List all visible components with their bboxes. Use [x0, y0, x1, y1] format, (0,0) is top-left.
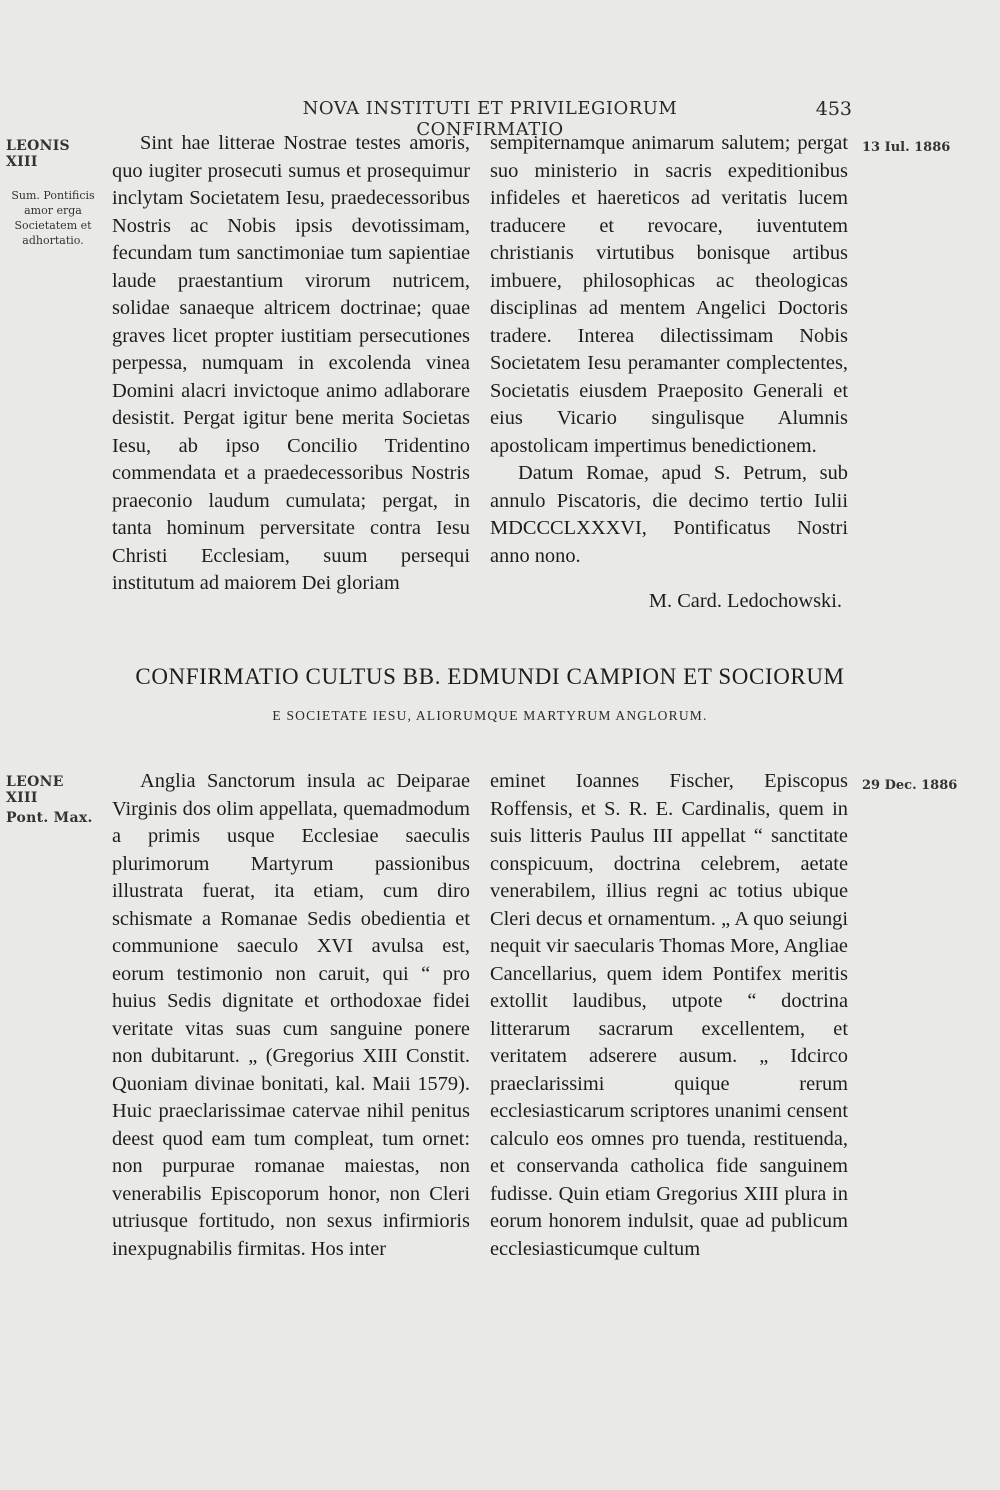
text-column-right-2: [490, 768, 848, 1263]
paragraph: sempiternamque animarum salutem; pergat suo ministerio in sacris expeditionibus infideles et haereticos ad veritatis lucem traducere et revocare, iuventutem christianis virtutibus bonisque artibus imbuere, philosophicas ac theologicas disciplinas ad mentem Angelici Doctoris tradere. Interea dilectissimam Nobis Societatem Iesu peramanter complectentes, Societatis eiusdem Praeposito Generali et eius Vicario singulisque Alumnis apostolicam impertimus benedictionem.: [490, 132, 848, 457]
paragraph: Anglia Sanctorum insula ac Deiparae Virginis dos olim appellata, quemadmodum a primis usque Ecclesiae saeculis plurimorum Martyrum passionibus illustrata fuerat, ita etiam, cum diro schismate a Romanae Sedis obedientia et communione saeculo XVI avulsa est, eorum testimonio non caruit, qui “ pro huius Sedis dignitate et orthodoxae fidei veritate vitas suas cum sanguine ponere non dubitarunt. „ (Gregorius XIII Constit. Quoniam divinae bonitati, kal. Maii 1579). Huic praeclarissimae catervae nihil penitus deest quod eam tum compleat, tum ornet: non purpurae romanae maiestas, non venerabilis Episcoporum honor, non Cleri utriusque fortitudo, non sexus infirmioris inexpugnabilis firmitas. Hos inter: [112, 770, 470, 1260]
margin-note-left-2: [6, 774, 100, 826]
margin-date-1: 13 Iul. 1886: [862, 140, 951, 155]
paragraph: eminet Ioannes Fischer, Episcopus Roffensis, et S. R. E. Cardinalis, quem in suis litteris Paulus III appellat “ sanctitate conspicuum, doctrina celebrem, aetate venerabilem, illius regni ac totius ubique Cleri decus et ornamentum. „ A quo seiungi nequit vir saecularis Thomas More, Angliae Cancellarius, quem idem Pontifex meritis extollit laudibus, utpote “ doctrina litterarum sacrarum excellentem, et veritatem adserere ausum. „ Idcirco praeclarissimi quique rerum ecclesiasticarum scriptores unanimi censent calculo eos omnes pro tuenda, restituenda, et conservanda catholica fide sanguinem fudisse. Quin etiam Gregorius XIII plura in eorum honorem indulsit, quae ad publicum ecclesiasticumque cultum: [490, 770, 848, 1260]
margin-pope-title: Pont. Max.: [6, 810, 93, 826]
margin-date-2: 29 Dec. 1886: [862, 778, 958, 793]
running-title: NOVA INSTITUTI ET PRIVILEGIORUM CONFIRMATIO: [302, 98, 678, 140]
section-title: CONFIRMATIO CULTUS BB. EDMUNDI CAMPION ET SOCIORUM: [135, 664, 845, 689]
margin-note-left-1: [6, 138, 100, 248]
signature: M. Card. Ledochowski.: [648, 590, 842, 612]
margin-summary: Sum. Pontificis amor erga Societatem et adhortatio.: [11, 189, 95, 247]
paragraph: Sint hae litterae Nostrae testes amoris, quo iugiter prosecuti sumus et prosequimur inclytam Societatem Iesu, praedecessoribus Nostris ac Nobis ipsis devotissimam, fecundam tum sanctimoniae tum sapientiae laude praestantium virorum nutricem, solidae sanaeque altricem doctrinae; quae graves licet propter iustitiam persecutiones perpessa, numquam in excolenda vinea Domini alacri invictoque animo adlaborare desistit. Pergat igitur bene merita Societas Iesu, ab ipso Concilio Tridentino commendata et a praedecessoribus Nostris praeconio laudum cumulata; pergat, in tanta hominum perversitate contra Iesu Christi Ecclesiam, suum persequi institutum ad maiorem Dei gloriam: [112, 132, 470, 594]
margin-pope-name: LEONE XIII: [6, 774, 64, 806]
paragraph-dating: Datum Romae, apud S. Petrum, sub annulo Piscatoris, die decimo tertio Iulii MDCCCLXXXVI, Pontificatus Nostri anno nono.: [490, 462, 848, 567]
page-number: 453: [815, 98, 852, 120]
text-column-right-1: [490, 130, 848, 616]
text-column-left-1: [112, 130, 470, 598]
margin-pope-name: LEONIS XIII: [6, 138, 70, 170]
section-subtitle: E SOCIETATE IESU, ALIORUMQUE MARTYRUM ANGLORUM.: [272, 708, 708, 723]
text-column-left-2: [112, 768, 470, 1263]
